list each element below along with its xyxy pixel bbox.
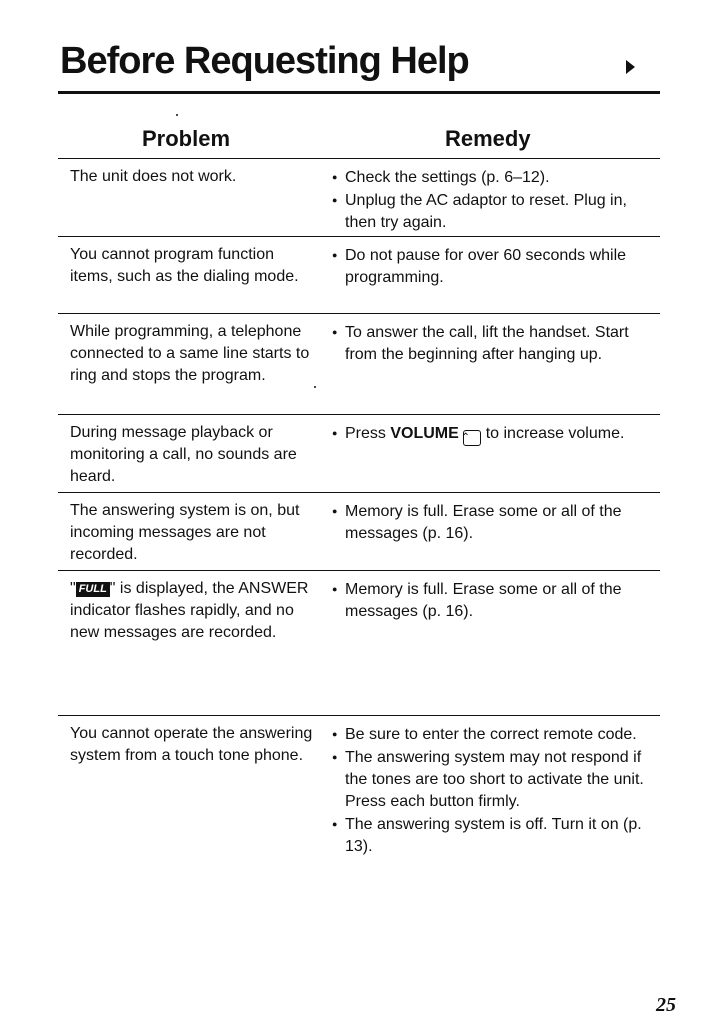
problem-cell: The unit does not work. [70, 168, 237, 185]
problem-column-header: Problem [142, 126, 231, 151]
remedy-cell [332, 500, 657, 545]
title-rule [58, 91, 660, 94]
problem-cell: While programming, a telephone connected to a same line starts to ring and stops the program. [70, 323, 310, 384]
remedy-suffix: to increase volume. [481, 425, 625, 442]
row-divider [58, 313, 660, 314]
problem-cell: You cannot program function items, such as the dialing mode. [70, 246, 299, 285]
remedy-cell [332, 422, 657, 446]
remedy-item: ● Unplug the AC adaptor to reset. Plug in, then try again. [332, 189, 657, 234]
remedy-item [332, 422, 657, 446]
row-divider [58, 715, 660, 716]
remedy-item: ● The answering system is off. Turn it on (p. 13). [332, 813, 657, 858]
page-title: Before Requesting Help [60, 40, 469, 82]
remedy-item: ● To answer the call, lift the handset. Start from the beginning after hanging up. [332, 321, 657, 366]
row-divider [58, 570, 660, 571]
print-speck [176, 114, 178, 116]
remedy-item: ● Check the settings (p. 6–12). [332, 166, 657, 189]
remedy-item: ● The answering system may not respond if the tones are too short to activate the unit. Press each button firmly. [332, 746, 657, 813]
row-divider [58, 414, 660, 415]
remedy-column-header: Remedy [445, 126, 531, 151]
remedy-cell [332, 244, 657, 289]
remedy-cell [332, 578, 657, 623]
row-divider [58, 236, 660, 237]
header-divider [58, 158, 660, 159]
problem-cell [70, 578, 315, 644]
memory-full-icon: FULL [76, 582, 110, 597]
remedy-item: ● Be sure to enter the correct remote code. [332, 723, 657, 746]
problem-cell: During message playback or monitoring a call, no sounds are heard. [70, 424, 297, 485]
problem-cell: You cannot operate the answering system from a touch tone phone. [70, 725, 313, 764]
remedy-cell [332, 321, 657, 366]
problem-cell: The answering system is on, but incoming messages are not recorded. [70, 502, 300, 563]
problem-text: " is displayed, the ANSWER indicator flashes rapidly, and no new messages are recorded. [70, 580, 309, 641]
remedy-prefix: Press [345, 425, 391, 442]
remedy-cell [332, 723, 657, 858]
open-quote: " [70, 580, 76, 597]
remedy-item: ● Memory is full. Erase some or all of the messages (p. 16). [332, 578, 657, 623]
remedy-item: ● Do not pause for over 60 seconds while programming. [332, 244, 657, 289]
remedy-cell [332, 166, 657, 234]
continue-arrow-icon [626, 60, 635, 74]
volume-key-label: VOLUME [390, 425, 459, 442]
row-divider [58, 492, 660, 493]
remedy-item: ● Memory is full. Erase some or all of the messages (p. 16). [332, 500, 657, 545]
print-speck [314, 386, 316, 388]
page-number: 25 [656, 994, 676, 1016]
volume-up-button-icon: ⌃ [463, 430, 481, 446]
